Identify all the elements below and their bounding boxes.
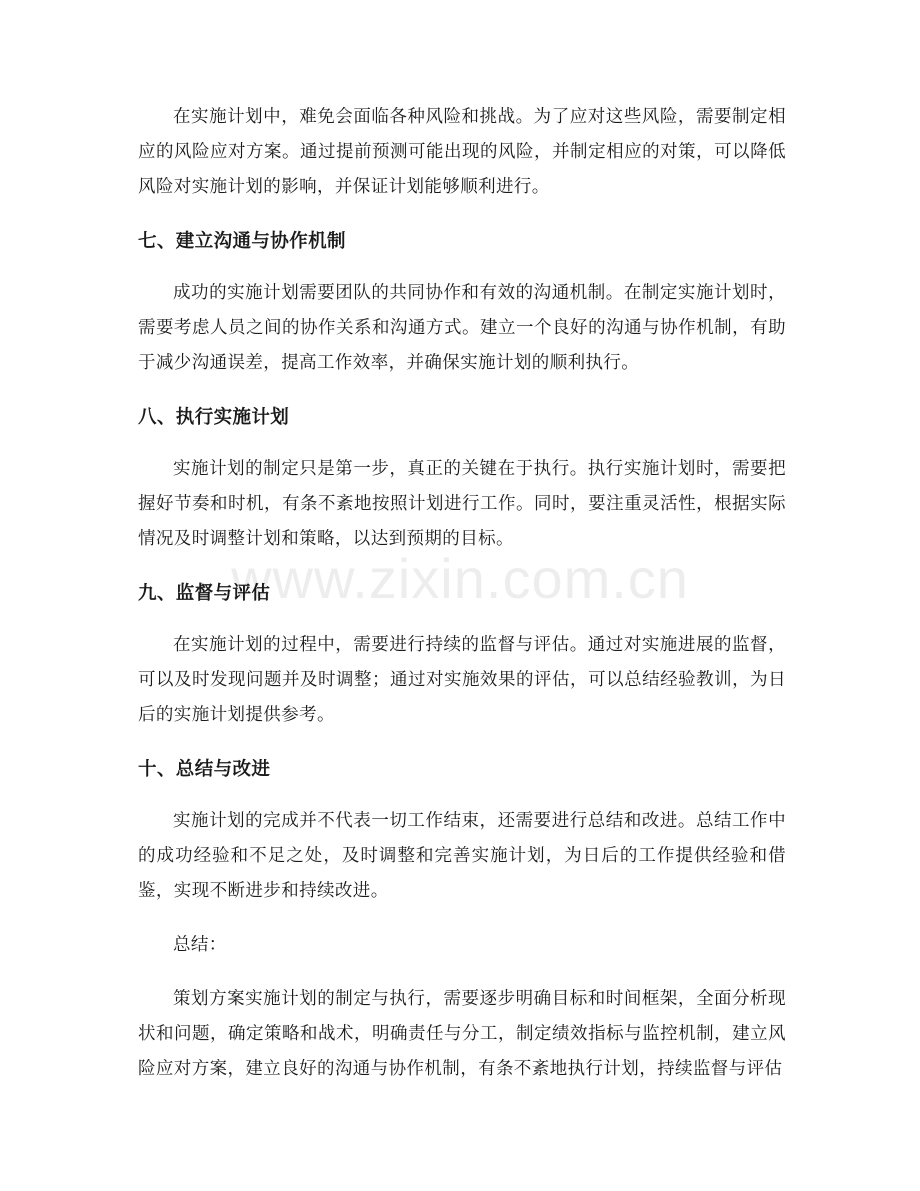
watermark-text: www.zixin.com.cn [231,547,689,610]
paragraph-summary-label: 总结： [173,935,227,955]
paragraph-summary-improvement: 实施计划的完成并不代表一切工作结束，还需要进行总结和改进。总结工作中的成功经验和不足之处，及时调整和完善实施计划，为日后的工作提供经验和借鉴，实现不断进步和持续改进。 [138,811,786,901]
paragraph-execution: 实施计划的制定只是第一步，真正的关键在于执行。执行实施计划时，需要把握好节奏和时机，有条不紊地按照计划进行工作。同时，要注重灵活性，根据实际情况及时调整计划和策略，以达到预期的目标。 [138,459,786,549]
paragraph-conclusion: 策划方案实施计划的制定与执行，需要逐步明确目标和时间框架，全面分析现状和问题，确定策略和战术，明确责任与分工，制定绩效指标与监控机制，建立风险应对方案，建立良好的沟通与协作机制，有条不紊地执行计划，持续监督与评估 [138,989,786,1079]
heading-communication: 七、建立沟通与协作机制 [138,231,346,252]
document-body [138,100,786,1087]
heading-monitoring: 九、监督与评估 [138,583,271,604]
heading-execution: 八、执行实施计划 [138,407,290,428]
paragraph-communication: 成功的实施计划需要团队的共同协作和有效的沟通机制。在制定实施计划时，需要考虑人员之间的协作关系和沟通方式。建立一个良好的沟通与协作机制，有助于减少沟通误差，提高工作效率，并确保实施计划的顺利执行。 [138,283,786,373]
heading-summary-improvement: 十、总结与改进 [138,759,271,780]
paragraph-monitoring: 在实施计划的过程中，需要进行持续的监督与评估。通过对实施进展的监督，可以及时发现问题并及时调整；通过对实施效果的评估，可以总结经验教训，为日后的实施计划提供参考。 [138,635,786,725]
paragraph-risk-response: 在实施计划中，难免会面临各种风险和挑战。为了应对这些风险，需要制定相应的风险应对方案。通过提前预测可能出现的风险，并制定相应的对策，可以降低风险对实施计划的影响，并保证计划能够顺利进行。 [138,107,786,197]
